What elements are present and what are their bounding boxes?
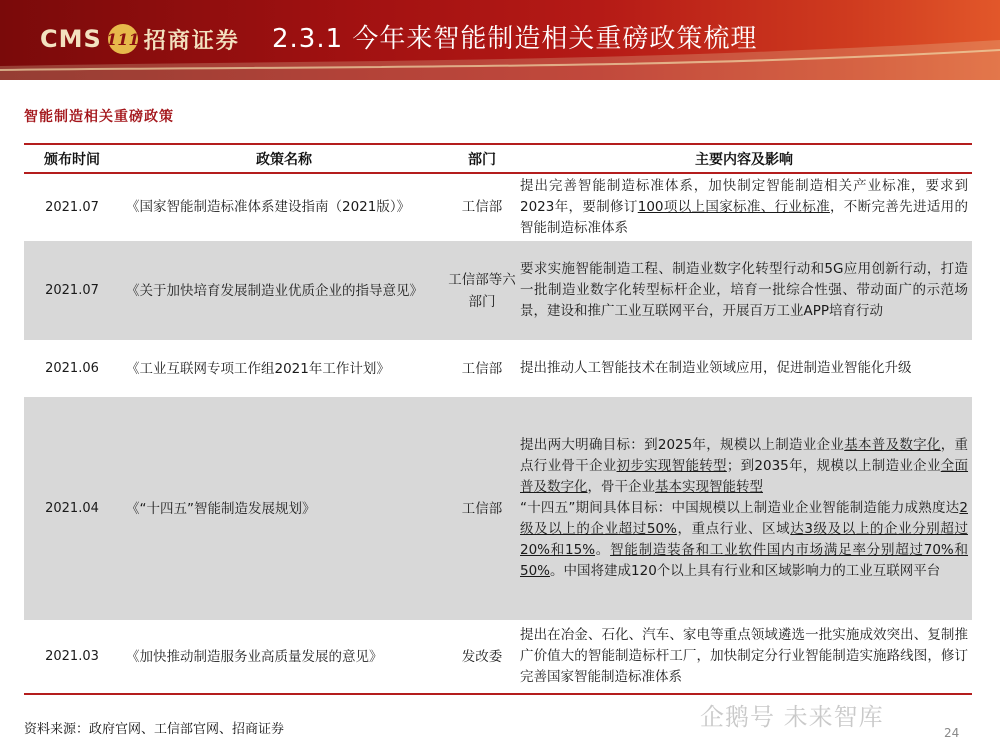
row-impact [516, 241, 972, 340]
row-department: 工信部 [461, 500, 503, 517]
text-segment: 提出两大明确目标：到2025年，规模以上制造业企业 [520, 437, 845, 453]
table-bottom-rule [24, 693, 972, 695]
row-date: 2021.07 [45, 199, 99, 215]
column-header-date: 颁布时间 [44, 151, 100, 168]
row-date: 2021.06 [45, 361, 99, 376]
row-department: 工信部 [461, 199, 503, 215]
column-header-department: 部门 [468, 151, 496, 168]
text-segment: ，骨干企业 [587, 479, 655, 495]
row-policy-name: 《工业互联网专项工作组2021年工作计划》 [126, 360, 390, 377]
underlined-text: 100项以上国家标准、行业标准 [637, 198, 830, 215]
row-policy-name: 《加快推动制造服务业高质量发展的意见》 [126, 648, 383, 665]
page-number: 24 [944, 726, 960, 740]
underlined-text: 全面普及数字化 [520, 458, 969, 495]
row-date: 2021.07 [45, 283, 99, 298]
table-row [24, 397, 972, 621]
policy-table [24, 143, 972, 695]
table-row [24, 341, 972, 397]
text-segment: 提出在冶金、石化、汽车、家电等重点领域遴选一批实施成效突出、复制推广价值大的智能制造标杆工厂，加快制定分行业智能制造实施路线图，修订完善国家智能制造标准体系 [520, 627, 968, 685]
row-date: 2021.04 [45, 501, 99, 516]
impact-text [520, 498, 968, 582]
row-policy-name: 《关于加快培育发展制造业优质企业的指导意见》 [126, 282, 423, 299]
row-department: 发改委 [461, 648, 503, 665]
underlined-text: 达3级及以上的企业分别超过20%和15% [520, 521, 968, 558]
column-header-policy-name: 政策名称 [256, 151, 312, 168]
impact-text [520, 358, 968, 379]
row-date: 2021.03 [45, 649, 99, 664]
underlined-text: 初步实现智能转型 [616, 458, 727, 474]
watermark: 企鹅号 未来智库 [700, 703, 884, 731]
row-department: 工信部等六部门 [448, 271, 516, 310]
impact-text [520, 435, 968, 498]
text-segment: 提出推动人工智能技术在制造业领域应用，促进制造业智能化升级 [520, 360, 912, 376]
column-header-impact: 主要内容及影响 [695, 151, 793, 168]
row-impact [516, 174, 972, 240]
table-row [24, 241, 972, 341]
row-policy-name: 《国家智能制造标准体系建设指南（2021版）》 [126, 199, 411, 215]
text-segment: 提出完善智能制造标准体系，加快制定智能制造相关产业标准，要求到2023年，要制修订 [520, 177, 968, 215]
table-caption: 智能制造相关重磅政策 [24, 109, 174, 125]
logo-cms-text: CMS [40, 25, 102, 53]
text-segment: ，不断完善先进适用的智能制造标准体系 [520, 198, 968, 236]
text-segment: 。 [595, 542, 611, 558]
table-header-row [24, 143, 972, 174]
row-impact [516, 621, 972, 692]
source-note: 资料来源：政府官网、工信部官网、招商证券 [24, 722, 285, 737]
impact-text [520, 176, 968, 239]
impact-text [520, 625, 968, 688]
underlined-text: 2级及以上的企业超过50% [520, 500, 968, 537]
underlined-text: 基本实现智能转型 [655, 479, 763, 495]
header-banner [0, 0, 1000, 80]
text-segment: ；到2035年，规模以上制造业企业 [726, 458, 941, 474]
text-segment: ，重点行业骨干企业 [520, 437, 969, 474]
table-row [24, 621, 972, 693]
impact-text [520, 259, 968, 322]
logo-cn-text: 招商证券 [143, 27, 240, 54]
underlined-text: 基本普及数字化 [844, 437, 941, 453]
logo-mark-icon: 111 [108, 24, 138, 54]
text-segment: “十四五”期间具体目标：中国规模以上制造业企业智能制造能力成熟度达 [520, 500, 960, 516]
table-row [24, 174, 972, 241]
row-policy-name: 《“十四五”智能制造发展规划》 [126, 500, 316, 517]
text-segment: ，重点行业、区域 [676, 521, 791, 537]
row-impact [516, 397, 972, 620]
slide-title: 2.3.1 今年来智能制造相关重磅政策梳理 [272, 24, 758, 54]
text-segment: 。中国将建成120个以上具有行业和区域影响力的工业互联网平台 [550, 563, 941, 579]
row-impact [516, 341, 972, 396]
company-logo [40, 18, 240, 60]
row-department: 工信部 [461, 360, 503, 377]
underlined-text: 智能制造装备和工业软件国内市场满足率分别超过70%和50% [520, 542, 969, 579]
text-segment: 要求实施智能制造工程、制造业数字化转型行动和5G应用创新行动，打造一批制造业数字化转型标杆企业，培育一批综合性强、带动面广的示范场景，建设和推广工业互联网平台，开展百万工业APP培育行动 [520, 261, 968, 319]
